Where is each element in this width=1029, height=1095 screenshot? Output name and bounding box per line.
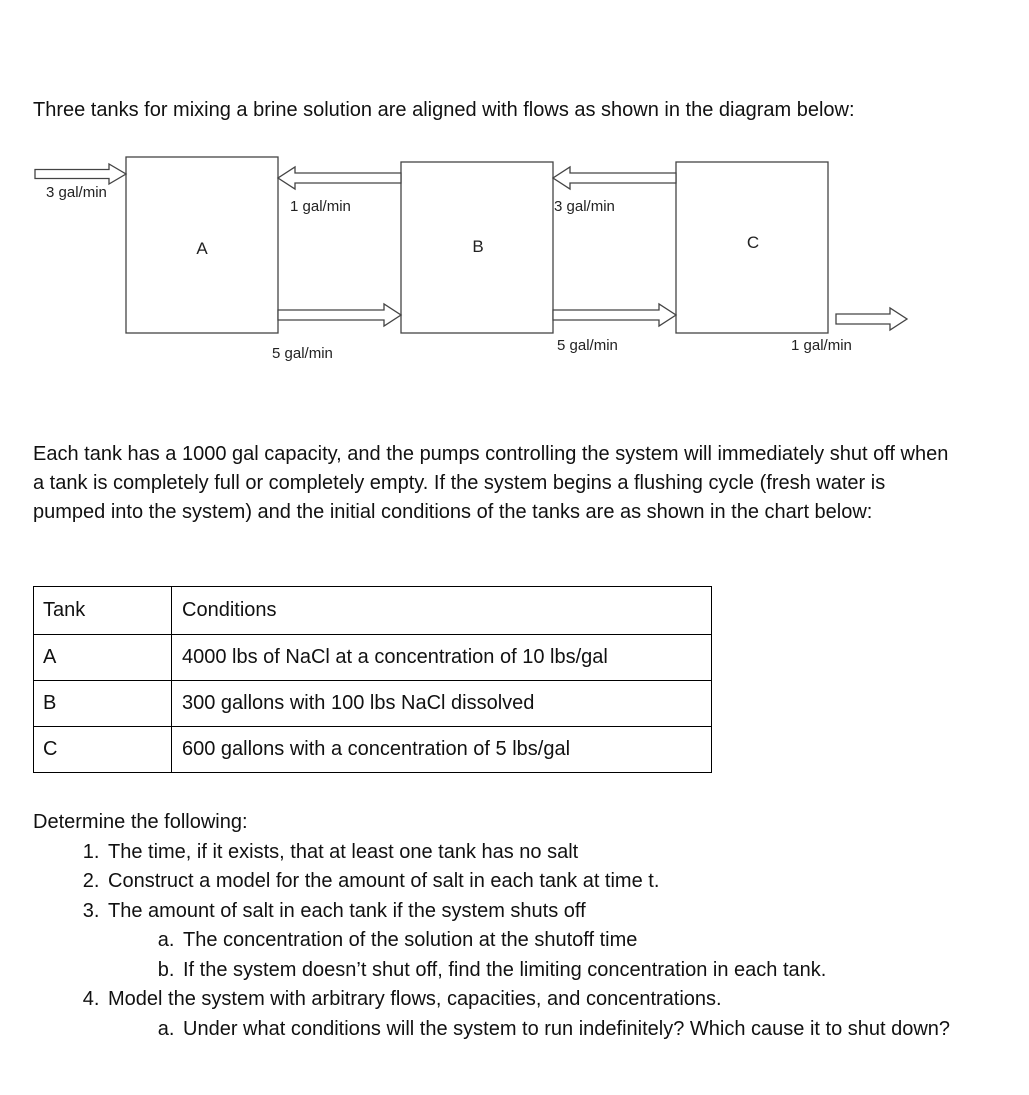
table-header-conditions: Conditions: [172, 587, 712, 635]
table-cell-condition: 4000 lbs of NaCl at a concentration of 10 lbs/gal: [172, 635, 712, 681]
sub-question-item: [180, 1015, 993, 1045]
table-header-row: [34, 587, 712, 635]
table-cell-tank: A: [34, 635, 172, 681]
question-item: [105, 867, 993, 897]
flow-label-b-to-c: 5 gal/min: [557, 337, 618, 354]
arrow-b-to-a: [278, 167, 401, 189]
flow-label-c-to-b: 3 gal/min: [554, 198, 615, 215]
question-text: The time, if it exists, that at least one tank has no salt: [108, 840, 579, 863]
sub-question-list: [108, 1015, 993, 1045]
inflow-arrow: [35, 164, 126, 184]
arrow-b-to-c: [553, 304, 676, 326]
table-row: [34, 727, 712, 773]
initial-conditions-table: [33, 586, 712, 773]
flow-label-inflow: 3 gal/min: [46, 184, 107, 201]
question-item: [105, 897, 993, 986]
questions-section: [33, 808, 993, 1044]
table-cell-condition: 300 gallons with 100 lbs NaCl dissolved: [172, 681, 712, 727]
sub-question-text: The concentration of the solution at the shutoff time: [183, 929, 638, 951]
arrow-a-to-b: [278, 304, 401, 326]
sub-question-text: Under what conditions will the system to run indefinitely? Which cause it to shut down?: [183, 1017, 951, 1040]
table-row: [34, 635, 712, 681]
tank-b-label: B: [472, 237, 484, 256]
questions-lead: Determine the following:: [33, 811, 248, 833]
table-cell-tank: C: [34, 727, 172, 773]
table-header-tank: Tank: [34, 587, 172, 635]
flow-label-b-to-a: 1 gal/min: [290, 198, 351, 215]
outflow-arrow: [836, 308, 907, 330]
table-cell-tank: B: [34, 681, 172, 727]
flow-label-outflow: 1 gal/min: [791, 337, 852, 354]
tank-a-label: A: [196, 239, 208, 258]
sub-question-item: [180, 956, 993, 986]
tank-c-label: C: [746, 233, 760, 252]
question-item: [105, 838, 993, 868]
sub-question-list: [108, 926, 993, 985]
tank-flow-diagram: [0, 0, 1029, 420]
sub-question-item: [180, 926, 993, 956]
intro-text: Three tanks for mixing a brine solution are aligned with flows as shown in the diagram below:: [33, 99, 855, 121]
sub-question-text: If the system doesn’t shut off, find the limiting concentration in each tank.: [183, 958, 827, 981]
flow-label-a-to-b: 5 gal/min: [272, 345, 333, 362]
description-paragraph: Each tank has a 1000 gal capacity, and the pumps controlling the system will immediately shut off when a tank is completely full or completely empty. If the system begins a flushing cycle (fresh water is pumped into the system) and the initial conditions of the tanks are as shown in the chart below:: [33, 443, 949, 523]
question-text: Model the system with arbitrary flows, capacities, and concentrations.: [108, 988, 722, 1010]
table-row: [34, 681, 712, 727]
question-list: [33, 838, 993, 1045]
question-item: [105, 985, 993, 1044]
table-cell-condition: 600 gallons with a concentration of 5 lbs/gal: [172, 727, 712, 773]
question-text: The amount of salt in each tank if the system shuts off: [108, 899, 586, 922]
question-text: Construct a model for the amount of salt in each tank at time t.: [108, 870, 660, 892]
arrow-c-to-b: [553, 167, 676, 189]
